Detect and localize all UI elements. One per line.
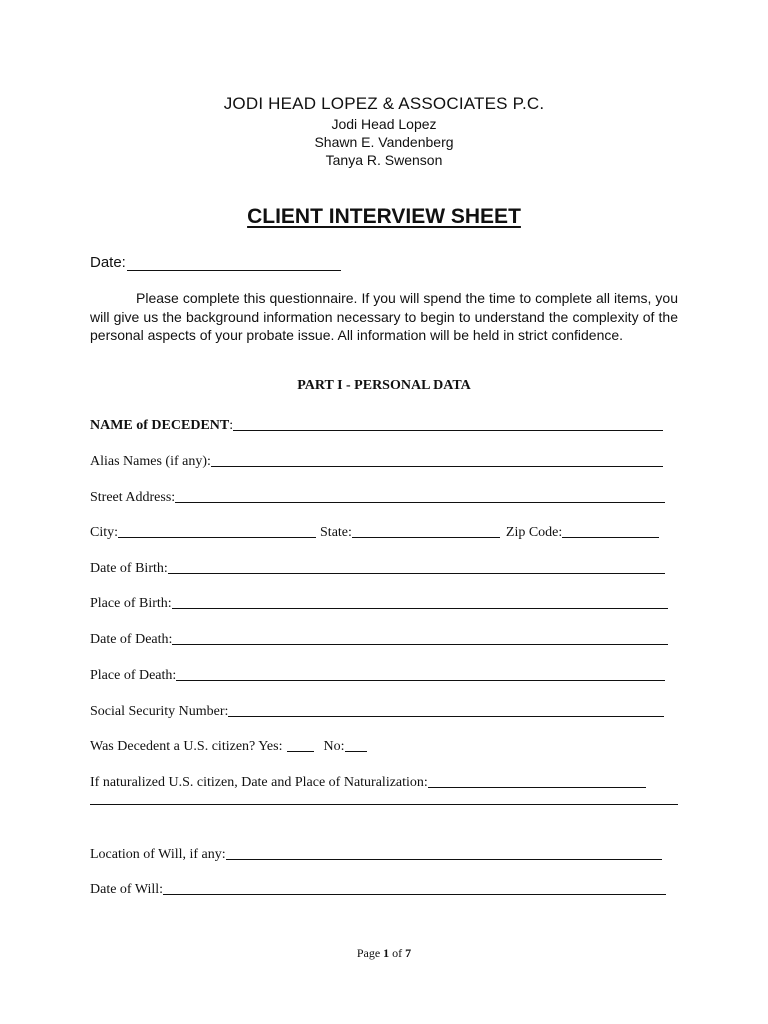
- document-title-text: CLIENT INTERVIEW SHEET: [247, 205, 521, 228]
- citizen-no-blank[interactable]: [345, 737, 367, 752]
- field-us-citizen: [90, 735, 367, 755]
- location-of-will-blank[interactable]: [226, 845, 662, 860]
- place-of-death-blank[interactable]: [176, 666, 665, 681]
- alias-names-blank[interactable]: [211, 452, 663, 467]
- date-blank[interactable]: [127, 254, 341, 271]
- name-of-decedent-label: NAME of DECEDENT: [90, 418, 230, 433]
- place-of-birth-blank[interactable]: [172, 594, 668, 609]
- date-of-death-label: Date of Death:: [90, 632, 173, 647]
- attorney-name-2: Shawn E. Vandenberg: [314, 134, 454, 150]
- state-blank[interactable]: [352, 523, 500, 538]
- date-label: Date:: [90, 254, 126, 271]
- citizen-no-label: No:: [323, 739, 345, 754]
- naturalization-blank[interactable]: [428, 773, 646, 788]
- name-of-decedent-colon: :: [229, 418, 234, 433]
- field-location-of-will: [90, 843, 662, 863]
- attorney-name-1: Jodi Head Lopez: [331, 116, 437, 132]
- document-title: [0, 205, 768, 229]
- intro-paragraph: Please complete this questionnaire. If you will spend the time to complete all items, you will give us the background information necessary to begin to understand the complexity of the personal aspects of your probate issue. All information will be held in strict confidence.: [90, 290, 678, 343]
- city-label: City:: [90, 525, 119, 540]
- field-place-of-birth: [90, 592, 668, 612]
- street-address-blank[interactable]: [175, 488, 665, 503]
- alias-names-label: Alias Names (if any):: [90, 454, 211, 469]
- naturalization-label: If naturalized U.S. citizen, Date and Place of Naturalization:: [90, 775, 428, 790]
- field-alias-names: [90, 450, 663, 470]
- date-of-birth-label: Date of Birth:: [90, 561, 168, 576]
- firm-name: JODI HEAD LOPEZ & ASSOCIATES P.C.: [223, 94, 545, 113]
- field-place-of-death: [90, 664, 665, 684]
- date-of-will-blank[interactable]: [163, 880, 666, 895]
- field-date-of-birth: [90, 557, 665, 577]
- place-of-death-label: Place of Death:: [90, 668, 177, 683]
- zip-code-blank[interactable]: [562, 523, 659, 538]
- field-date-of-death: [90, 628, 668, 648]
- field-street-address: [90, 486, 665, 506]
- citizen-yes-blank[interactable]: [287, 737, 314, 752]
- naturalization-continuation-blank[interactable]: [90, 804, 678, 805]
- field-name-of-decedent: [90, 414, 663, 434]
- location-of-will-label: Location of Will, if any:: [90, 847, 226, 862]
- letterhead: [0, 93, 768, 169]
- date-field: [90, 254, 341, 271]
- page-number: 1: [383, 946, 390, 960]
- of-word: of: [392, 946, 403, 960]
- field-city-state-zip: [90, 521, 659, 541]
- zip-code-label: Zip Code:: [505, 525, 563, 540]
- field-date-of-will: [90, 878, 666, 898]
- state-label: State:: [320, 525, 352, 540]
- date-of-birth-blank[interactable]: [168, 559, 665, 574]
- street-address-label: Street Address:: [90, 490, 176, 505]
- name-of-decedent-blank[interactable]: [233, 416, 663, 431]
- page-word: Page: [356, 946, 381, 960]
- page-total: 7: [405, 946, 412, 960]
- ssn-blank[interactable]: [228, 702, 664, 717]
- part-title: PART I - PERSONAL DATA: [297, 378, 471, 393]
- citizen-question-label: Was Decedent a U.S. citizen? Yes:: [90, 739, 283, 754]
- city-blank[interactable]: [118, 523, 316, 538]
- date-of-will-label: Date of Will:: [90, 882, 164, 897]
- field-social-security-number: [90, 700, 664, 720]
- ssn-label: Social Security Number:: [90, 704, 229, 719]
- page-footer: [0, 946, 768, 961]
- attorney-name-3: Tanya R. Swenson: [325, 152, 443, 168]
- field-naturalization: [90, 771, 646, 791]
- date-of-death-blank[interactable]: [172, 630, 668, 645]
- place-of-birth-label: Place of Birth:: [90, 596, 172, 611]
